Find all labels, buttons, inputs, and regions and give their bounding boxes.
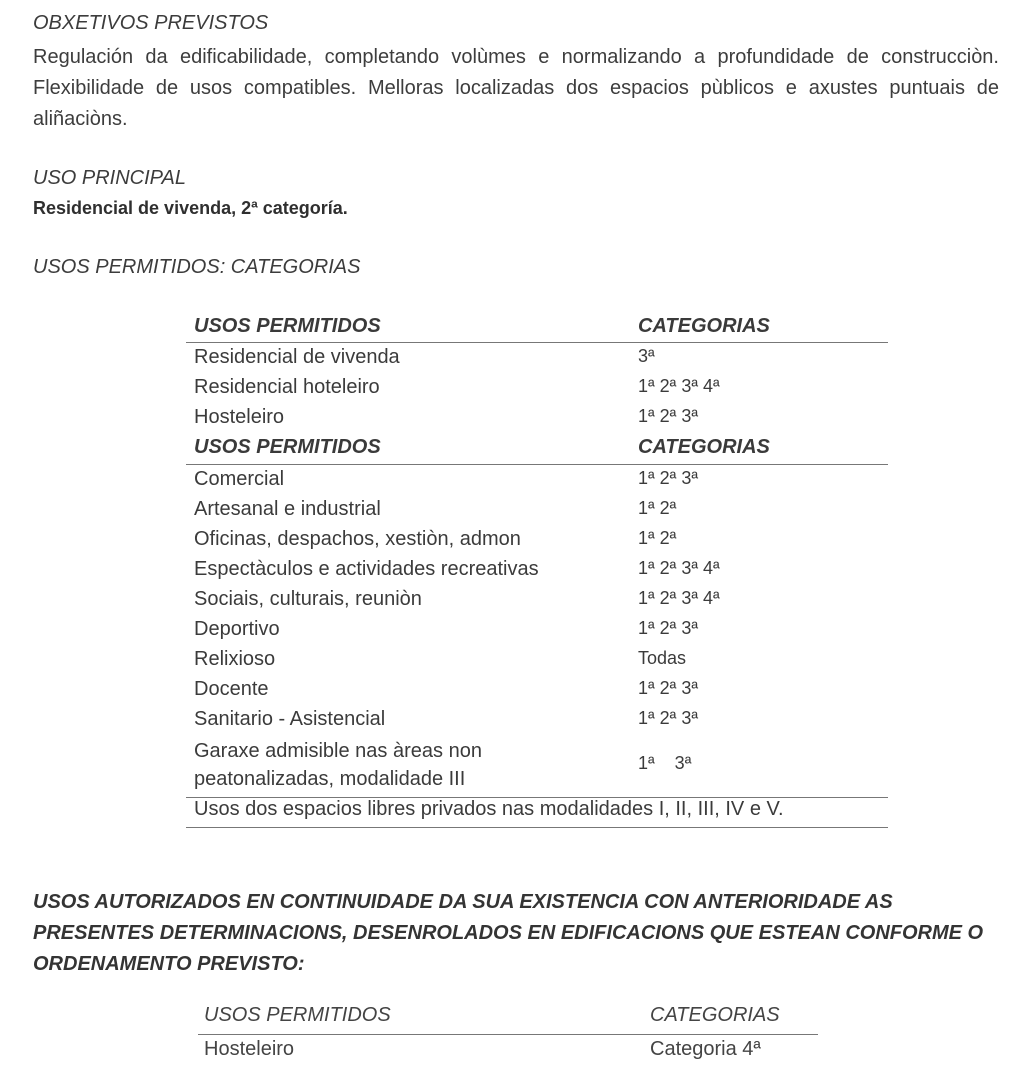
table-rule (186, 827, 888, 828)
garage-line-2: peatonalizadas, modalidade III (194, 768, 466, 790)
use-name: Comercial (194, 468, 285, 490)
use-categories: 1ª 2ª 3ª 4ª (638, 558, 720, 578)
table-row (186, 525, 888, 555)
use-name (194, 737, 482, 793)
use-name: Sociais, culturais, reuniòn (194, 588, 422, 610)
table-header-row (186, 433, 888, 463)
use-name: Sanitario - Asistencial (194, 708, 386, 730)
use-categories: 1ª 2ª 3ª 4ª (638, 376, 720, 396)
table-row (186, 615, 888, 645)
table-footer-row (186, 798, 888, 828)
use-categories: Todas (638, 648, 687, 668)
header-categories: CATEGORIAS (650, 1004, 780, 1026)
use-categories: Categoria 4ª (650, 1038, 761, 1060)
table-row (186, 373, 888, 403)
use-name: Artesanal e industrial (194, 498, 381, 520)
use-name: Deportivo (194, 618, 280, 640)
main-use-heading: USO PRINCIPAL (33, 167, 186, 189)
table-row (186, 705, 888, 735)
use-categories: 1ª 2ª (638, 528, 677, 548)
footer-text: Usos dos espacios libres privados nas modalidades I, II, III, IV e V. (194, 798, 784, 820)
authorized-uses-table (198, 1004, 818, 1064)
table-row (186, 343, 888, 373)
table-row-garage (186, 735, 888, 795)
garage-line-1: Garaxe admisible nas àreas non (194, 740, 482, 762)
objectives-text: Regulación da edificabilidade, completando volùmes e normalizando a profundidade de construcciòn. Flexibilidade de usos compatibles. Melloras localizadas dos espacios pùblicos e axustes puntuais de aliñaciòns. (33, 46, 999, 130)
authorized-uses-heading: USOS AUTORIZADOS EN CONTINUIDADE DA SUA EXISTENCIA CON ANTERIORIDADE AS PRESENTES DETERMINACIONS, DESENROLADOS EN EDIFICACIONS QUE ESTEAN CONFORME O ORDENAMENTO PREVISTO: (33, 891, 984, 975)
use-categories: 1ª 2ª 3ª (638, 468, 699, 488)
use-categories: 1ª 2ª 3ª (638, 678, 699, 698)
table-row (186, 585, 888, 615)
table-group-2 (186, 465, 888, 795)
objectives-heading: OBXETIVOS PREVISTOS (33, 12, 269, 34)
use-name: Espectàculos e actividades recreativas (194, 558, 539, 580)
use-categories: 1ª 2ª 3ª (638, 708, 699, 728)
table-row (186, 495, 888, 525)
use-categories: 1ª 2ª 3ª (638, 618, 699, 638)
header-categories: CATEGORIAS (638, 436, 770, 458)
use-categories: 1ª 3ª (638, 753, 692, 773)
table-row (186, 555, 888, 585)
use-categories: 3ª (638, 346, 655, 366)
table-rule (198, 1034, 818, 1035)
use-categories: 1ª 2ª 3ª 4ª (638, 588, 720, 608)
table-row (186, 675, 888, 705)
permitted-uses-table (186, 312, 888, 820)
use-categories: 1ª 2ª (638, 498, 677, 518)
use-name: Docente (194, 678, 269, 700)
header-uses: USOS PERMITIDOS (194, 315, 381, 337)
table-group-1 (186, 343, 888, 463)
table-row (186, 645, 888, 675)
header-uses: USOS PERMITIDOS (194, 436, 381, 458)
use-categories: 1ª 2ª 3ª (638, 406, 699, 426)
use-name: Residencial hoteleiro (194, 376, 380, 398)
table-header-row (186, 312, 888, 342)
table-row (186, 465, 888, 495)
use-name: Hosteleiro (204, 1038, 295, 1060)
use-name: Hosteleiro (194, 406, 285, 428)
table-header-row (198, 1004, 818, 1034)
table-row (186, 403, 888, 433)
use-name: Oficinas, despachos, xestiòn, admon (194, 528, 521, 550)
main-use-value: Residencial de vivenda, 2ª categoría. (33, 198, 348, 218)
use-name: Relixioso (194, 648, 276, 670)
header-categories: CATEGORIAS (638, 315, 770, 337)
use-name: Residencial de vivenda (194, 346, 400, 368)
table-row (198, 1038, 818, 1068)
permitted-uses-heading: USOS PERMITIDOS: CATEGORIAS (33, 256, 361, 278)
header-uses: USOS PERMITIDOS (204, 1004, 391, 1026)
